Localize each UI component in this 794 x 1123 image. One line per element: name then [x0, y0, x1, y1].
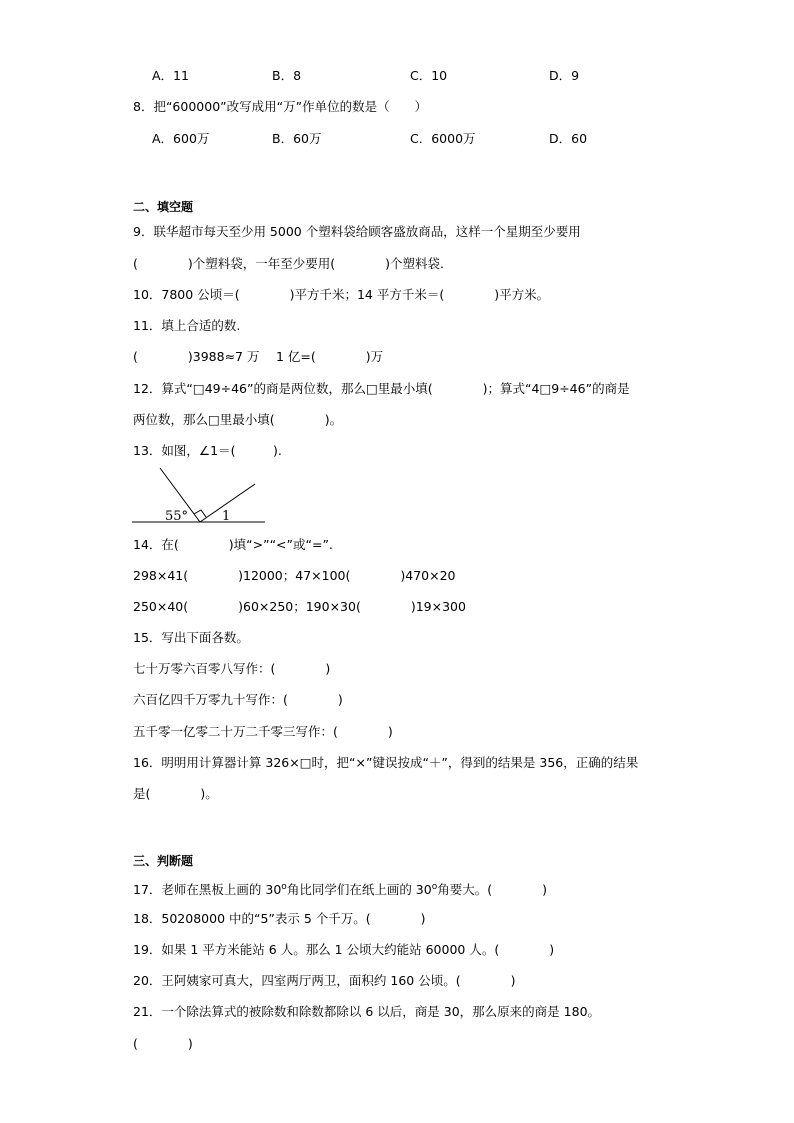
- q15-item-2: 六百亿四千万零九十写作：( ): [133, 692, 343, 707]
- q13-stem: 13．如图，∠1＝( ).: [133, 443, 282, 458]
- q10-text: 10．7800 公顷＝( )平方千米；14 平方千米＝( )平方米。: [133, 287, 550, 302]
- q16-line-2: 是( )。: [133, 786, 218, 801]
- section-2-title: 二、填空题: [133, 200, 194, 214]
- q17-text: 17．老师在黑板上画的 30$^o$角比同学们在纸上画的 30$^o$角要大。( ): [133, 882, 547, 898]
- q20-text: 20．王阿姨家可真大，四室两厅两卫，面积约 160 公顷。( ): [133, 973, 516, 988]
- q8-option-c: C．6000万: [410, 131, 476, 146]
- q8-option-a: A．600万: [152, 131, 210, 146]
- q8-option-d: D．60: [549, 131, 588, 146]
- q16-line-1: 16．明明用计算器计算 326×□时，把“×”键误按成“＋”，得到的结果是 356，正确的结果: [133, 755, 639, 770]
- q13-angle-label: 55°: [165, 509, 189, 524]
- q12-line-2: 两位数，那么□里最小填( )。: [133, 412, 343, 427]
- q11-line-2: ( )3988≈7 万 1 亿=( )万: [133, 349, 384, 364]
- q13-angle-figure: [130, 464, 270, 526]
- q9-line-2: ( )个塑料袋，一年至少要用( )个塑料袋.: [133, 256, 444, 271]
- q7-option-a: A．11: [152, 68, 189, 83]
- q21-line-1: 21．一个除法算式的被除数和除数都除以 6 以后，商是 30，那么原来的商是 180。: [133, 1004, 601, 1019]
- q14-line-2: 298×41( )12000；47×100( )470×20: [133, 568, 456, 583]
- q15-item-1: 七十万零六百零八写作：( ): [133, 661, 331, 676]
- q7-option-b: B．8: [272, 68, 302, 83]
- q15-item-3: 五千零一亿零二十万二千零三写作：( ): [133, 724, 393, 739]
- q14-stem: 14．在( )填“>”“<”或“=”.: [133, 537, 333, 552]
- q14-line-3: 250×40( )60×250；190×30( )19×300: [133, 599, 466, 614]
- q15-stem: 15．写出下面各数。: [133, 630, 249, 645]
- q8-stem: 8．把“600000”改写成用“万”作单位的数是（ ）: [133, 99, 428, 114]
- q8-option-b: B．60万: [272, 131, 322, 146]
- q9-line-1: 9．联华超市每天至少用 5000 个塑料袋给顾客盛放商品，这样一个星期至少要用: [133, 224, 581, 239]
- q11-stem: 11．填上合适的数.: [133, 318, 241, 333]
- q7-option-c: C．10: [410, 68, 448, 83]
- q12-line-1: 12．算式“□49÷46”的商是两位数，那么□里最小填( )；算式“4□9÷46”的商是: [133, 381, 630, 396]
- q7-option-d: D．9: [549, 68, 580, 83]
- q19-text: 19．如果 1 平方米能站 6 人。那么 1 公顷大约能站 60000 人。( ): [133, 942, 555, 957]
- section-3-title: 三、判断题: [133, 854, 194, 868]
- q18-text: 18．50208000 中的“5”表示 5 个千万。( ): [133, 911, 426, 926]
- q21-line-2: ( ): [133, 1036, 193, 1051]
- q13-marker-label: 1: [222, 509, 231, 524]
